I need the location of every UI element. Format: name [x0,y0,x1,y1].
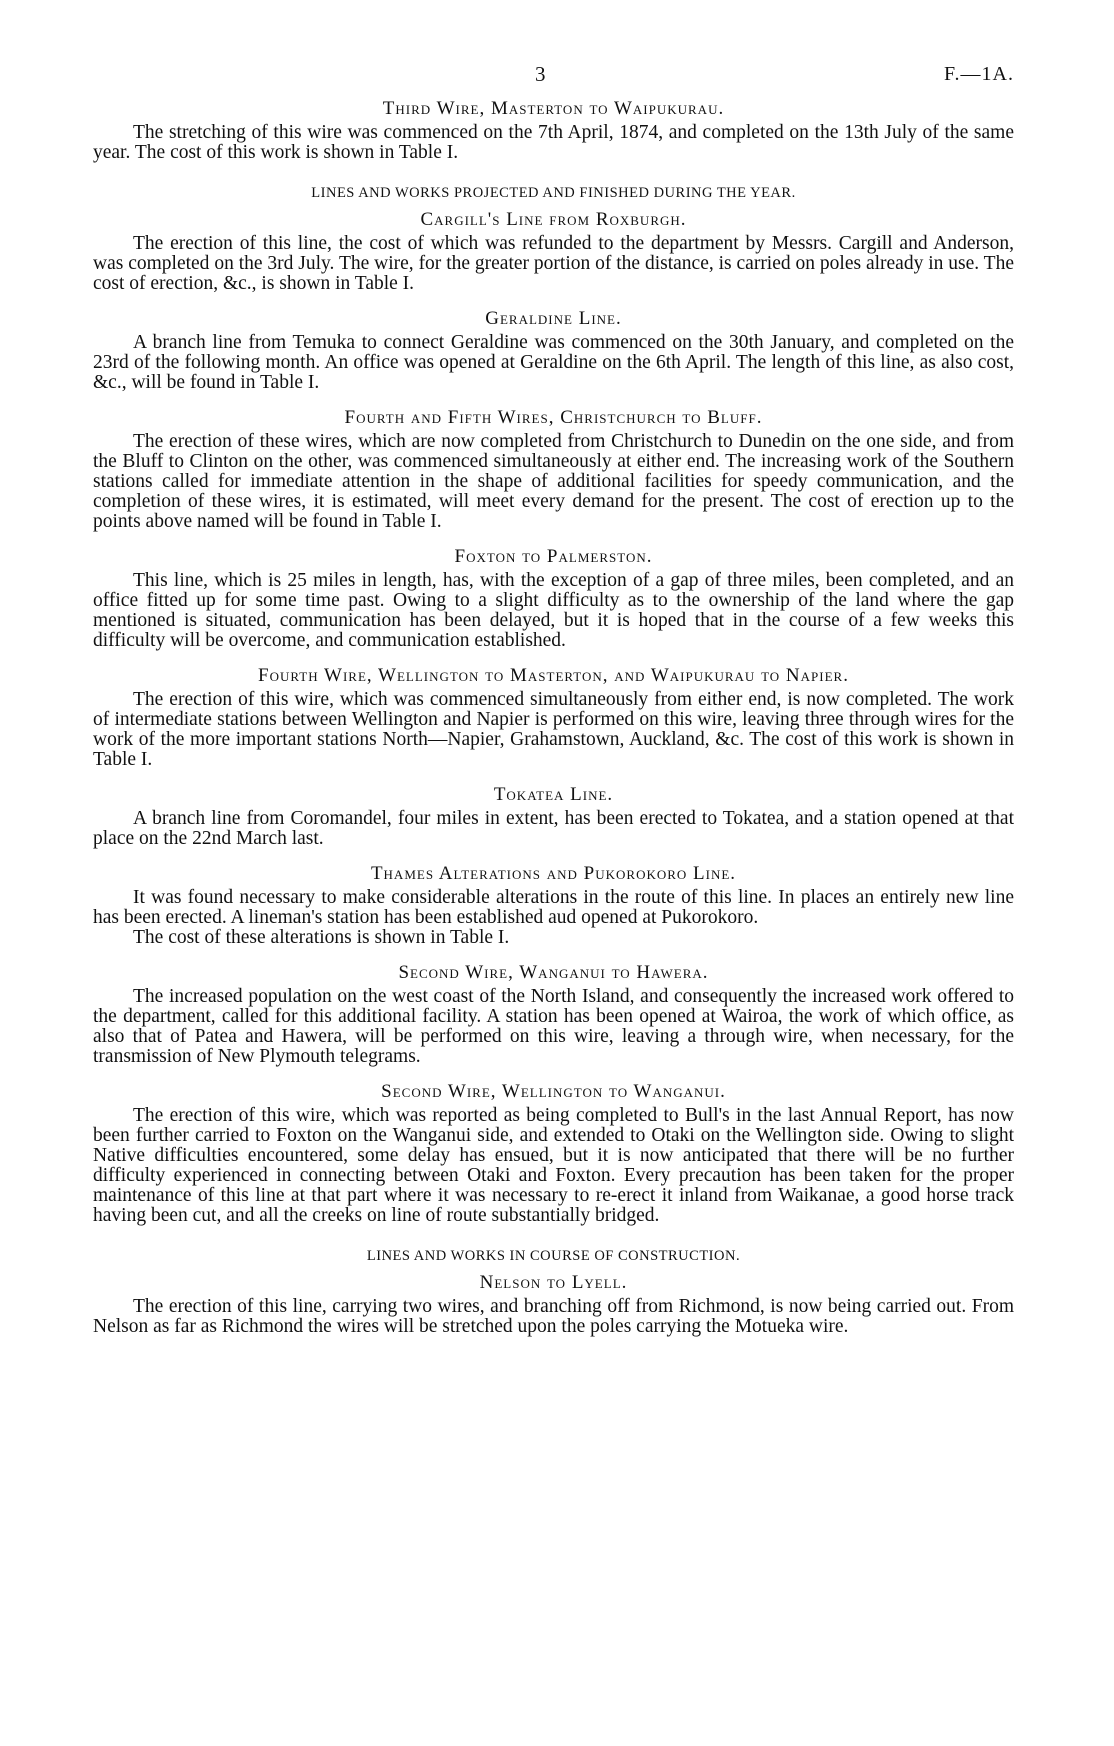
document-reference: F.—1A. [944,63,1014,85]
section-heading-fourth-fifth-wires: Fourth and Fifth Wires, Christchurch to Bluff. [344,407,763,428]
paragraph-fourth-wire: The erection of this wire, which was commenced simultaneously from either end, is now completed. The work of intermediate stations between Wellington and Napier is performed on this wire, leaving three through wires for the work of the more important stations North—Napier, Grahamstown, Auckland, &c. The cost of this work is shown in Table I. [93,689,1014,770]
section-heading-wellington-wanganui: Second Wire, Wellington to Wanganui. [381,1081,726,1102]
section-heading-foxton-palmerston: Foxton to Palmerston. [454,546,653,567]
major-heading-projected-finished: LINES AND WORKS PROJECTED AND FINISHED DURING THE YEAR. [311,185,796,201]
paragraph-nelson-lyell: The erection of this line, carrying two wires, and branching off from Richmond, is now being carried out. From Nelson as far as Richmond the wires will be stretched upon the poles carrying the Motueka wire. [93,1296,1014,1337]
page-header [93,64,1014,98]
paragraph-wanganui-hawera: The increased population on the west coast of the North Island, and consequently the increased work offered to the department, called for this additional facility. A station has been opened at Wairoa, the work of which office, as also that of Patea and Hawera, will be performed on this wire, leaving a through wire, when necessary, for the transmission of New Plymouth telegrams. [93,986,1014,1067]
paragraph-third-wire: The stretching of this wire was commenced on the 7th April, 1874, and completed on the 13th July of the same year. The cost of this work is shown in Table I. [93,122,1014,163]
section-heading-nelson-lyell: Nelson to Lyell. [479,1272,628,1293]
section-heading-geraldine-line: Geraldine Line. [485,308,622,329]
section-heading-fourth-wire: Fourth Wire, Wellington to Masterton, and Waipukurau to Napier. [258,665,849,686]
paragraph-cargills-line: The erection of this line, the cost of which was refunded to the department by Messrs. Cargill and Anderson, was completed on the 3rd July. The wire, for the greater portion of the distance, is carried on poles already in use. The cost of erection, &c., is shown in Table I. [93,233,1014,294]
section-heading-thames-alterations: Thames Alterations and Pukorokoro Line. [370,863,737,884]
paragraph-thames-alterations: It was found necessary to make considerable alterations in the route of this line. In places an entirely new line has been erected. A lineman's station has been established aud opened at Pukorokoro. [93,887,1014,928]
section-heading-third-wire: Third Wire, Masterton to Waipukurau. [382,98,725,119]
paragraph-wellington-wanganui: The erection of this wire, which was reported as being completed to Bull's in the last Annual Report, has now been further carried to Foxton on the Wanganui side, and extended to Otaki on the Wellington side. Owing to slight Native difficulties encountered, some delay has ensued, but it is now anticipated that there will be no further difficulty experienced in connecting between Otaki and Foxton. Every precaution has been taken for the proper maintenance of this line at that part where it was necessary to re-erect it inland from Waikanae, a good horse track having been cut, and all the creeks on line of route substantially bridged. [93,1105,1014,1226]
paragraph-tokatea-line: A branch line from Coromandel, four miles in extent, has been erected to Tokatea, and a station opened at that place on the 22nd March last. [93,808,1014,849]
section-heading-wanganui-hawera: Second Wire, Wanganui to Hawera. [398,962,709,983]
major-heading-in-construction: LINES AND WORKS IN COURSE OF CONSTRUCTION. [366,1248,741,1264]
paragraph-foxton-palmerston: This line, which is 25 miles in length, has, with the exception of a gap of three miles, been completed, and an office fitted up for some time past. Owing to a slight difficulty as to the ownership of the land where the gap mentioned is situated, communication has been delayed, but it is hoped that in the course of a few weeks this difficulty will be overcome, and communication established. [93,570,1014,651]
paragraph-thames-alterations-cost: The cost of these alterations is shown in Table I. [133,927,510,948]
paragraph-geraldine-line: A branch line from Temuka to connect Geraldine was commenced on the 30th January, and completed on the 23rd of the following month. An office was opened at Geraldine on the 6th April. The length of this line, as also cost, &c., will be found in Table I. [93,332,1014,393]
page-number: 3 [535,62,546,86]
section-heading-cargills-line: Cargill's Line from Roxburgh. [420,209,687,230]
paragraph-fourth-fifth-wires: The erection of these wires, which are now completed from Christchurch to Dunedin on the one side, and from the Bluff to Clinton on the other, was commenced simultaneously at either end. The increasing work of the Southern stations called for immediate attention in the shape of additional facilities for speedy communication, and the completion of these wires, it is estimated, will meet every demand for the present. The cost of erection up to the points above named will be found in Table I. [93,431,1014,532]
section-heading-tokatea-line: Tokatea Line. [493,784,614,805]
